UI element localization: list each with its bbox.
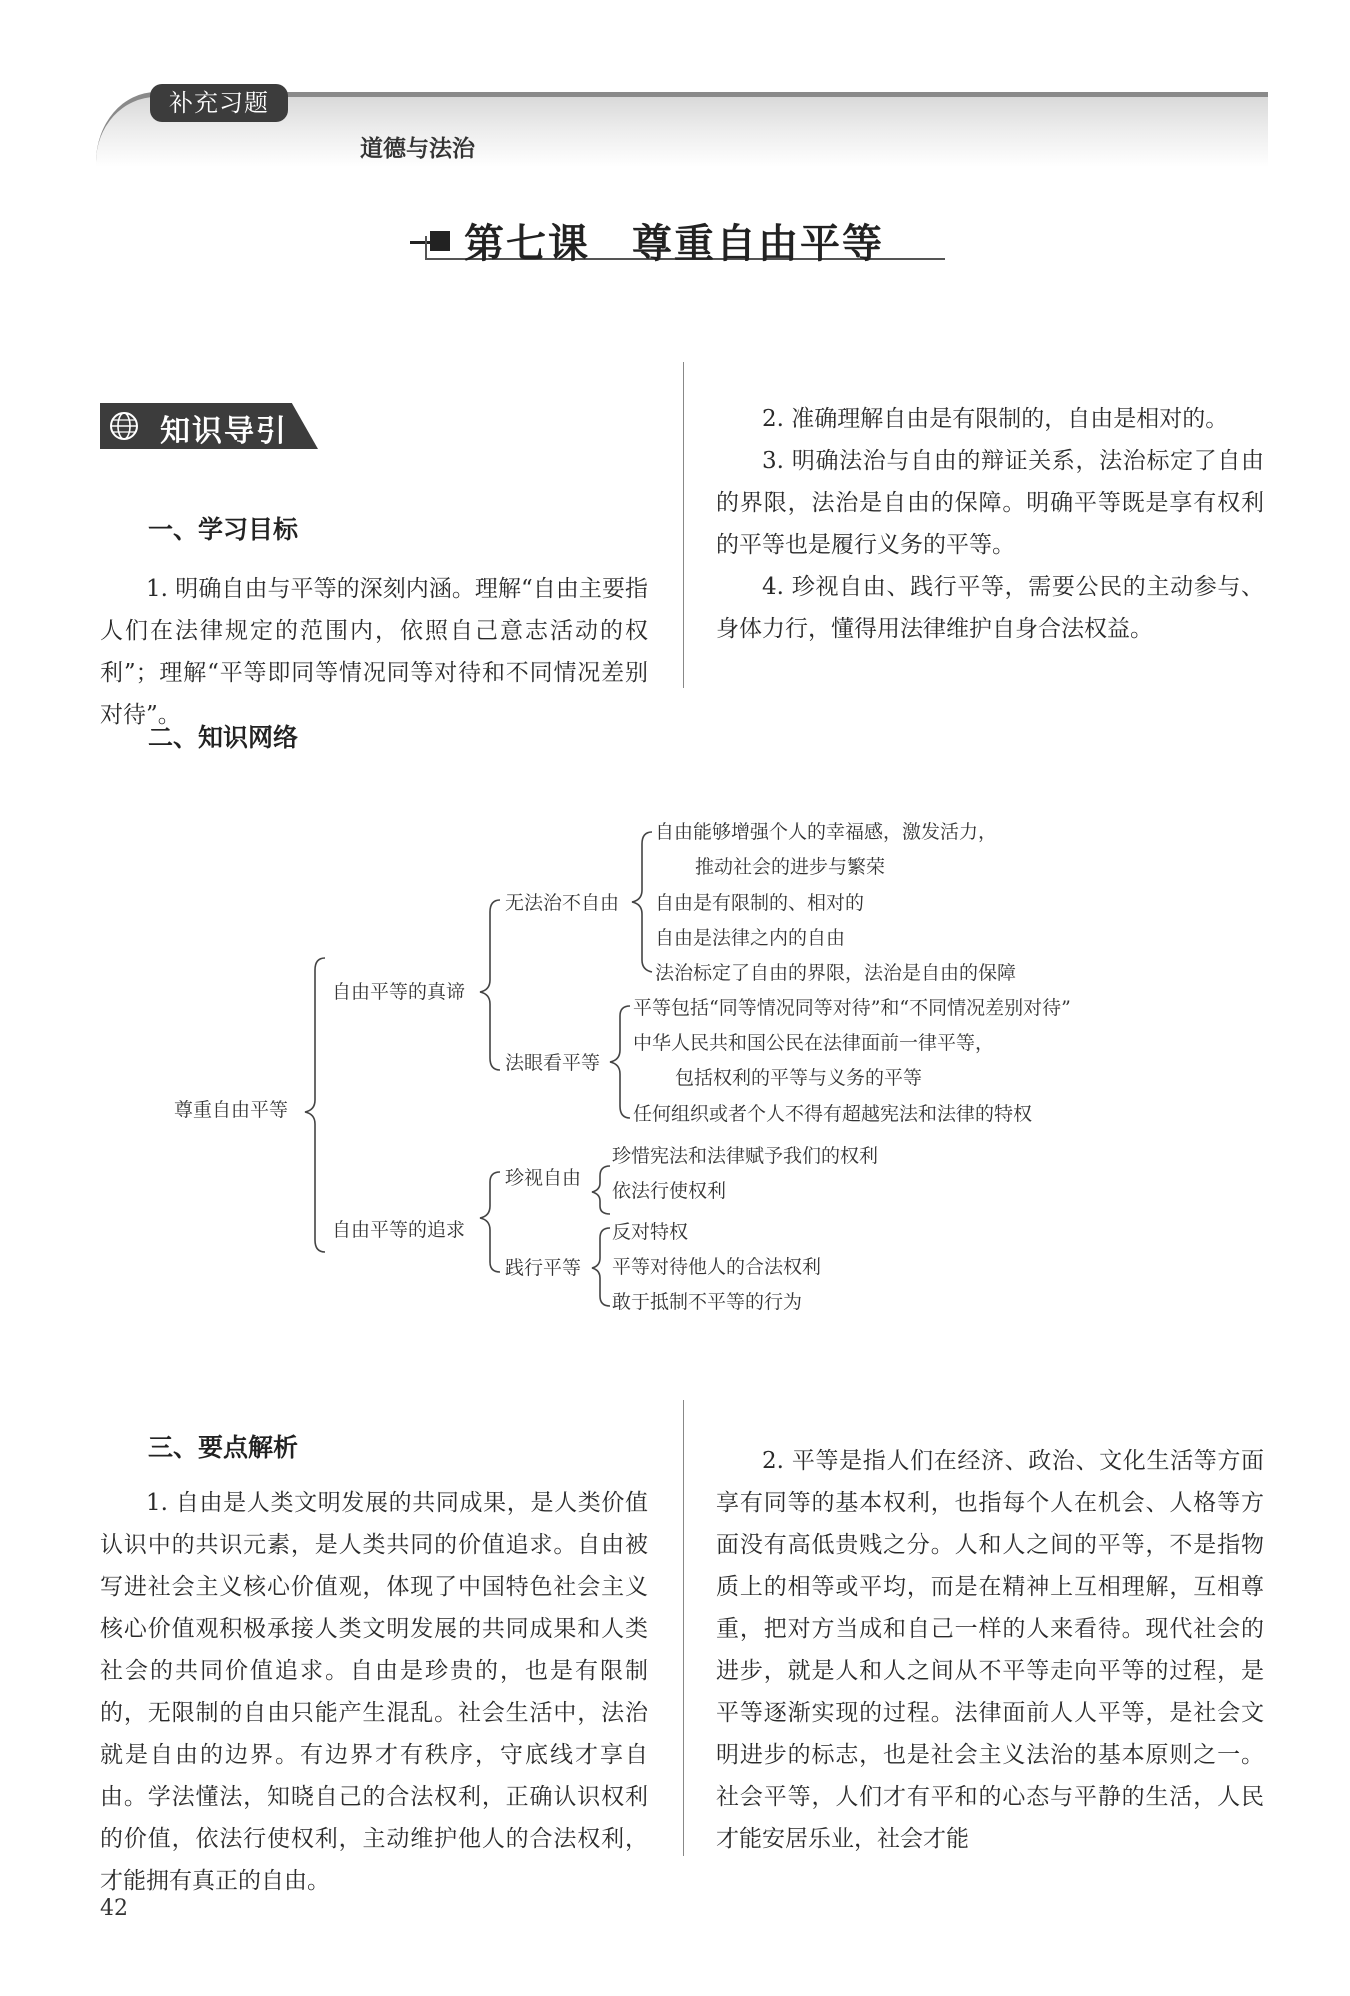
tree-leaf: 自由是有限制的、相对的 [655,892,865,914]
header-tab: 补充习题 [150,84,288,122]
heading-key-points: 三、要点解析 [148,1433,299,1462]
tree-leaf: 中华人民共和国公民在法律面前一律平等， [633,1032,995,1054]
tree-leaf: 推动社会的进步与繁荣 [695,856,886,878]
tree-node-b2a: 珍视自由 [505,1167,582,1189]
analysis-point-2 [716,1440,1264,1860]
tree-branch-2: 自由平等的追求 [332,1219,466,1241]
goal-item-4 [716,566,1264,650]
tree-node-b2b: 践行平等 [505,1257,582,1279]
goal-text-1: 1. 明确自由与平等的深刻内涵。理解“自由主要指人们在法律规定的范围内，依照自己意志活动的权利”；理解“平等即同等情况同等对待和不同情况差别对待”。 [100,576,648,728]
tree-leaf: 敢于抵制不平等的行为 [612,1291,803,1313]
tree-leaf: 任何组织或者个人不得有超越宪法和法律的特权 [633,1103,1033,1125]
tree-node-b1a: 无法治不自由 [505,892,620,914]
column-divider [683,362,684,688]
tree-root: 尊重自由平等 [174,1099,289,1121]
column-divider [683,1400,684,1856]
tree-leaf: 反对特权 [612,1221,689,1243]
tree-leaf: 平等对待他人的合法权利 [612,1256,822,1278]
title-decoration [425,236,427,260]
tree-leaf: 包括权利的平等与义务的平等 [675,1067,923,1089]
lesson-title-text: 第七课 尊重自由平等 [464,220,884,267]
analysis-point-1 [100,1482,648,1894]
square-bullet-icon [430,231,450,251]
page-number: 42 [100,1896,128,1921]
goal-text-4: 4. 珍视自由、践行平等，需要公民的主动参与、身体力行，懂得用法律维护自身合法权益。 [716,574,1264,642]
tree-leaf: 自由是法律之内的自由 [655,927,846,949]
section-badge-label: 知识导引 [160,414,288,449]
analysis-text-1: 1. 自由是人类文明发展的共同成果，是人类价值认识中的共识元素，是人类共同的价值追求。自由被写进社会主义核心价值观，体现了中国特色社会主义核心价值观积极承接人类文明发展的共同成果和人类社会的共同价值追求。自由是珍贵的，也是有限制的，无限制的自由只能产生混乱。社会生活中，法治就是自由的边界。有边界才有秩序，守底线才享自由。学法懂法，知晓自己的合法权利，正确认识权利的价值，依法行使权利，主动维护他人的合法权利，才能拥有真正的自由。 [100,1490,648,1894]
tree-leaf: 法治标定了自由的界限，法治是自由的保障 [655,962,1017,984]
tree-leaf: 自由能够增强个人的幸福感，激发活力， [655,821,998,843]
heading-learning-goals: 一、学习目标 [148,515,299,544]
heading-knowledge-network: 二、知识网络 [148,723,299,752]
header-subject: 道德与法治 [360,136,475,162]
tree-leaf: 珍惜宪法和法律赋予我们的权利 [612,1145,879,1167]
tree-leaf: 平等包括“同等情况同等对待”和“不同情况差别对待” [633,997,1071,1019]
goal-item-3 [716,440,1264,566]
globe-icon [108,410,140,442]
goal-item-2 [716,398,1264,440]
goal-text-2: 2. 准确理解自由是有限制的，自由是相对的。 [762,406,1229,432]
tree-branch-1: 自由平等的真谛 [332,981,466,1003]
lesson-title [430,212,884,269]
goal-item-1 [100,568,648,736]
tree-node-b1b: 法眼看平等 [505,1052,601,1074]
tree-leaf: 依法行使权利 [612,1180,727,1202]
title-decoration [410,241,430,244]
goal-text-3: 3. 明确法治与自由的辩证关系，法治标定了自由的界限，法治是自由的保障。明确平等既是享有权利的平等也是履行义务的平等。 [716,448,1264,558]
analysis-text-2: 2. 平等是指人们在经济、政治、文化生活等方面享有同等的基本权利，也指每个人在机会、人格等方面没有高低贵贱之分。人和人之间的平等，不是指物质上的相等或平均，而是在精神上互相理解，互相尊重，把对方当成和自己一样的人来看待。现代社会的进步，就是人和人之间从不平等走向平等的过程，是平等逐渐实现的过程。法律面前人人平等，是社会文明进步的标志，也是社会主义法治的基本原则之一。社会平等，人们才有平和的心态与平静的生活，人民才能安居乐业，社会才能 [716,1448,1264,1852]
